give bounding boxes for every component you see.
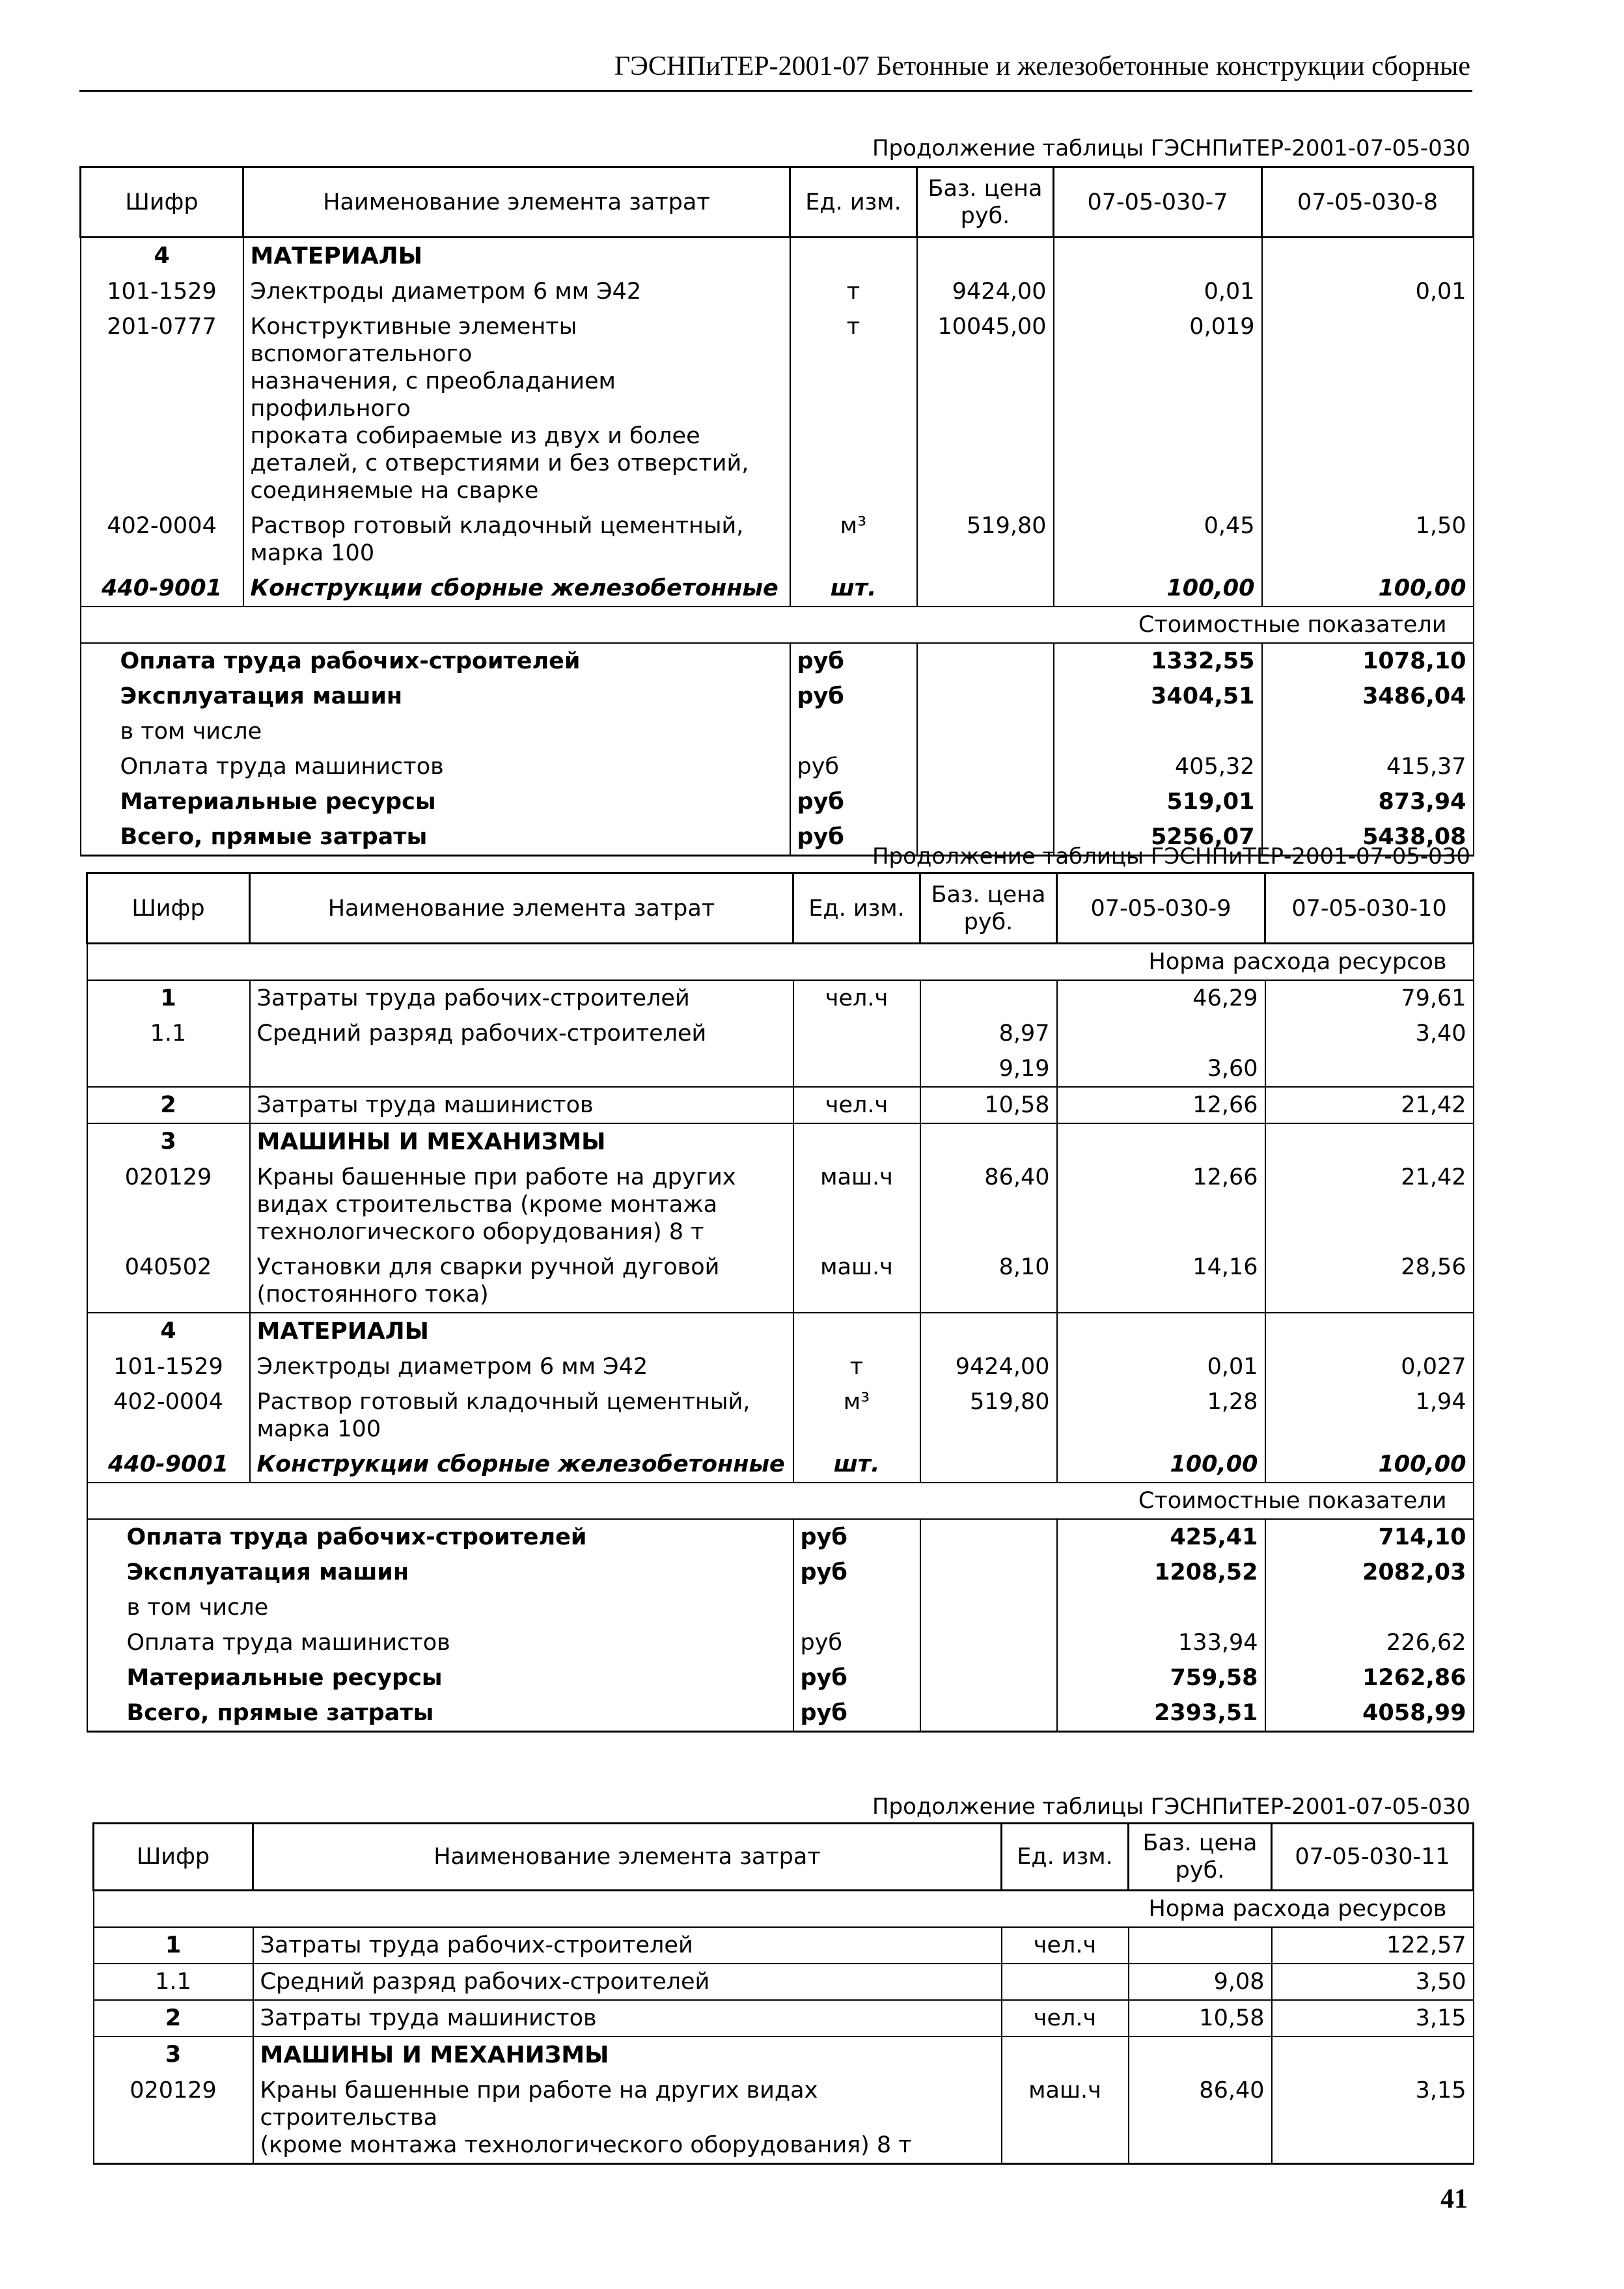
col-header-price: Баз. цена руб.	[920, 873, 1057, 944]
row-code: 1.1	[87, 1016, 250, 1051]
col-header-code: Шифр	[87, 873, 250, 944]
row-value-a: 0,019	[1054, 309, 1262, 508]
page-number: 41	[1440, 2184, 1468, 2214]
section-row	[81, 238, 1474, 275]
row-price: 86,40	[920, 1160, 1057, 1250]
summary-unit: руб	[793, 1555, 920, 1590]
row-code: 201-0777	[81, 309, 243, 508]
row-value-a: 0,01	[1057, 1349, 1265, 1384]
row-name: Затраты труда рабочих-строителей	[253, 1927, 1002, 1964]
summary-unit	[790, 714, 917, 749]
row-price: 9424,00	[920, 1349, 1057, 1384]
summary-row	[87, 1519, 1474, 1555]
summary-value-a: 133,94	[1057, 1625, 1265, 1660]
col-header-price: Баз. цена руб.	[917, 167, 1054, 238]
row-unit: м³	[790, 508, 917, 571]
summary-value-b: 873,94	[1262, 784, 1474, 819]
summary-row	[81, 714, 1474, 749]
table-header-row	[94, 1824, 1474, 1891]
summary-label: Оплата труда рабочих-строителей	[81, 643, 790, 679]
norms-table-3	[92, 1822, 1474, 2165]
row-unit: чел.ч	[793, 1087, 920, 1123]
row-value-a: 1,28	[1057, 1384, 1265, 1447]
row-price: 8,97	[920, 1016, 1057, 1051]
summary-value-a: 759,58	[1057, 1660, 1265, 1695]
row-unit	[1002, 1964, 1129, 2000]
row-unit: маш.ч	[793, 1250, 920, 1313]
norms-table-1	[79, 166, 1474, 857]
row-code: 402-0004	[87, 1384, 250, 1447]
row-value-a: 3,15	[1272, 2073, 1474, 2164]
summary-unit: руб	[793, 1625, 920, 1660]
section-title: МАШИНЫ И МЕХАНИЗМЫ	[253, 2036, 1002, 2073]
norms-label: Норма расхода ресурсов	[94, 1891, 1474, 1928]
row-value-b: 21,42	[1265, 1087, 1474, 1123]
summary-value-b: 1262,86	[1265, 1660, 1474, 1695]
summary-unit: руб	[790, 784, 917, 819]
table-caption: Продолжение таблицы ГЭСНПиТЕР-2001-07-05-030	[872, 135, 1470, 161]
row-price: 9,19	[920, 1051, 1057, 1087]
col-header-name: Наименование элемента затрат	[250, 873, 793, 944]
summary-value-b: 415,37	[1262, 749, 1474, 784]
summary-value-a: 3404,51	[1054, 679, 1262, 714]
table-row	[94, 2000, 1474, 2036]
costs-label-row	[87, 1483, 1474, 1519]
table-row	[87, 1016, 1474, 1051]
norms-label: Норма расхода ресурсов	[87, 944, 1474, 981]
row-code: 1	[87, 980, 250, 1016]
table-row	[94, 2073, 1474, 2164]
summary-row	[87, 1625, 1474, 1660]
summary-label: в том числе	[87, 1590, 793, 1625]
table-row	[81, 571, 1474, 607]
row-name: Конструкции сборные железобетонные	[243, 571, 790, 607]
row-unit: шт.	[790, 571, 917, 607]
row-value-b: 100,00	[1262, 571, 1474, 607]
row-unit: т	[790, 274, 917, 309]
row-name: Затраты труда рабочих-строителей	[250, 980, 793, 1016]
summary-value-a: 405,32	[1054, 749, 1262, 784]
summary-value-b: 2082,03	[1265, 1555, 1474, 1590]
row-value-b: 28,56	[1265, 1250, 1474, 1313]
row-price: 9,08	[1129, 1964, 1272, 2000]
row-price: 10,58	[920, 1087, 1057, 1123]
row-code: 020129	[94, 2073, 253, 2164]
row-value-b: 0,01	[1262, 274, 1474, 309]
table-row	[87, 1349, 1474, 1384]
col-header-code: Шифр	[81, 167, 243, 238]
section-row	[87, 1123, 1474, 1160]
row-price: 86,40	[1129, 2073, 1272, 2164]
table-row	[87, 1051, 1474, 1087]
summary-row	[87, 1590, 1474, 1625]
col-header-name: Наименование элемента затрат	[243, 167, 790, 238]
row-name: Краны башенные при работе на других видах строительства (кроме монтажа технологического оборудования) 8 т	[250, 1160, 793, 1250]
row-name: Раствор готовый кладочный цементный, марка 100	[243, 508, 790, 571]
row-value-a: 100,00	[1057, 1447, 1265, 1483]
table-row	[87, 1087, 1474, 1123]
row-name: Средний разряд рабочих-строителей	[253, 1964, 1002, 2000]
col-header-unit: Ед. изм.	[793, 873, 920, 944]
row-code: 101-1529	[87, 1349, 250, 1384]
row-price: 9424,00	[917, 274, 1054, 309]
section-code: 4	[81, 238, 243, 275]
summary-label: Всего, прямые затраты	[87, 1695, 793, 1732]
row-code: 101-1529	[81, 274, 243, 309]
col-header-unit: Ед. изм.	[1002, 1824, 1129, 1891]
section-code: 4	[87, 1313, 250, 1349]
row-unit: т	[790, 309, 917, 508]
summary-value-b	[1265, 1590, 1474, 1625]
summary-unit	[793, 1590, 920, 1625]
summary-row	[87, 1660, 1474, 1695]
table-header-row	[87, 873, 1474, 944]
norms-label-row	[94, 1891, 1474, 1928]
summary-value-a: 425,41	[1057, 1519, 1265, 1555]
norms-label-row	[87, 944, 1474, 981]
summary-value-b: 5438,08	[1262, 819, 1474, 856]
row-name: Конструкции сборные железобетонные	[250, 1447, 793, 1483]
summary-row	[87, 1555, 1474, 1590]
row-unit: т	[793, 1349, 920, 1384]
row-value-b: 100,00	[1265, 1447, 1474, 1483]
table-row	[87, 1384, 1474, 1447]
row-value-a: 12,66	[1057, 1160, 1265, 1250]
summary-unit: руб	[793, 1660, 920, 1695]
row-value-a: 12,66	[1057, 1087, 1265, 1123]
row-price: 519,80	[917, 508, 1054, 571]
row-value-b	[1262, 309, 1474, 508]
row-value-a: 3,15	[1272, 2000, 1474, 2036]
costs-label: Стоимостные показатели	[87, 1483, 1474, 1519]
row-value-a: 3,60	[1057, 1051, 1265, 1087]
col-header-code: Шифр	[94, 1824, 253, 1891]
summary-unit: руб	[793, 1519, 920, 1555]
table-row	[94, 1927, 1474, 1964]
row-value-b: 1,50	[1262, 508, 1474, 571]
row-code: 1.1	[94, 1964, 253, 2000]
row-code: 1	[94, 1927, 253, 1964]
summary-value-a: 1208,52	[1057, 1555, 1265, 1590]
table-caption: Продолжение таблицы ГЭСНПиТЕР-2001-07-05-030	[872, 843, 1470, 870]
summary-label: Оплата труда машинистов	[87, 1625, 793, 1660]
costs-label-row	[81, 607, 1474, 643]
summary-value-a: 2393,51	[1057, 1695, 1265, 1732]
row-code: 020129	[87, 1160, 250, 1250]
summary-value-a: 1332,55	[1054, 643, 1262, 679]
row-value-a: 122,57	[1272, 1927, 1474, 1964]
row-name: Конструктивные элементы вспомогательного назначения, с преобладанием профильного проката собираемые из двух и более деталей, с отверстиями и без отверстий, соединяемые на сварке	[243, 309, 790, 508]
row-value-b: 79,61	[1265, 980, 1474, 1016]
summary-value-b: 3486,04	[1262, 679, 1474, 714]
summary-value-b	[1262, 714, 1474, 749]
table-row	[87, 980, 1474, 1016]
row-name: Затраты труда машинистов	[250, 1087, 793, 1123]
summary-row	[81, 643, 1474, 679]
row-code: 2	[87, 1087, 250, 1123]
summary-label: Всего, прямые затраты	[81, 819, 790, 856]
row-name: Краны башенные при работе на других видах строительства (кроме монтажа технологического оборудования) 8 т	[253, 2073, 1002, 2164]
row-name: Электроды диаметром 6 мм Э42	[243, 274, 790, 309]
table-header-row	[81, 167, 1474, 238]
col-header-name: Наименование элемента затрат	[253, 1824, 1002, 1891]
summary-row	[81, 784, 1474, 819]
section-title: МАТЕРИАЛЫ	[250, 1313, 793, 1349]
row-price: 8,10	[920, 1250, 1057, 1313]
row-price: 10,58	[1129, 2000, 1272, 2036]
summary-label: Материальные ресурсы	[87, 1660, 793, 1695]
row-name: Затраты труда машинистов	[253, 2000, 1002, 2036]
summary-unit: руб	[790, 749, 917, 784]
row-unit: чел.ч	[793, 980, 920, 1016]
col-header-a: 07-05-030-7	[1054, 167, 1262, 238]
row-code: 2	[94, 2000, 253, 2036]
row-price: 10045,00	[917, 309, 1054, 508]
section-row	[87, 1313, 1474, 1349]
row-name: Установки для сварки ручной дуговой (постоянного тока)	[250, 1250, 793, 1313]
row-value-b: 1,94	[1265, 1384, 1474, 1447]
summary-value-a	[1057, 1590, 1265, 1625]
summary-unit: руб	[790, 643, 917, 679]
col-header-price: Баз. цена руб.	[1129, 1824, 1272, 1891]
row-code: 040502	[87, 1250, 250, 1313]
table-row	[94, 1964, 1474, 2000]
row-price	[1129, 1927, 1272, 1964]
summary-unit: руб	[790, 819, 917, 856]
summary-row	[81, 749, 1474, 784]
section-code: 3	[94, 2036, 253, 2073]
col-header-a: 07-05-030-9	[1057, 873, 1265, 944]
summary-row	[87, 1695, 1474, 1732]
row-value-b: 0,027	[1265, 1349, 1474, 1384]
table-row	[87, 1447, 1474, 1483]
summary-label: Эксплуатация машин	[81, 679, 790, 714]
summary-unit: руб	[793, 1695, 920, 1732]
section-row	[94, 2036, 1474, 2073]
row-code: 440-9001	[81, 571, 243, 607]
summary-label: Эксплуатация машин	[87, 1555, 793, 1590]
row-code: 440-9001	[87, 1447, 250, 1483]
table-row	[81, 274, 1474, 309]
norms-table-2	[86, 872, 1474, 1733]
table-row	[87, 1250, 1474, 1313]
row-unit: маш.ч	[793, 1160, 920, 1250]
table-row	[87, 1160, 1474, 1250]
table-row	[81, 508, 1474, 571]
row-value-b: 21,42	[1265, 1160, 1474, 1250]
section-code: 3	[87, 1123, 250, 1160]
col-header-b: 07-05-030-10	[1265, 873, 1474, 944]
summary-label: Материальные ресурсы	[81, 784, 790, 819]
summary-value-b: 1078,10	[1262, 643, 1474, 679]
summary-value-a	[1054, 714, 1262, 749]
summary-value-b: 4058,99	[1265, 1695, 1474, 1732]
row-unit: шт.	[793, 1447, 920, 1483]
row-value-a: 0,45	[1054, 508, 1262, 571]
row-value-a: 100,00	[1054, 571, 1262, 607]
row-value-a: 0,01	[1054, 274, 1262, 309]
row-price	[920, 980, 1057, 1016]
row-value-a: 14,16	[1057, 1250, 1265, 1313]
row-value-a: 46,29	[1057, 980, 1265, 1016]
summary-value-a: 519,01	[1054, 784, 1262, 819]
section-title: МАШИНЫ И МЕХАНИЗМЫ	[250, 1123, 793, 1160]
summary-value-a: 5256,07	[1054, 819, 1262, 856]
summary-row	[81, 679, 1474, 714]
row-unit: маш.ч	[1002, 2073, 1129, 2164]
summary-label: в том числе	[81, 714, 790, 749]
row-value-a: 3,50	[1272, 1964, 1474, 2000]
row-value-b: 3,40	[1265, 1016, 1474, 1051]
col-header-unit: Ед. изм.	[790, 167, 917, 238]
row-price: 519,80	[920, 1384, 1057, 1447]
summary-label: Оплата труда машинистов	[81, 749, 790, 784]
row-unit: чел.ч	[1002, 2000, 1129, 2036]
summary-value-b: 714,10	[1265, 1519, 1474, 1555]
row-code: 402-0004	[81, 508, 243, 571]
table-caption: Продолжение таблицы ГЭСНПиТЕР-2001-07-05-030	[872, 1794, 1470, 1820]
page-header-title: ГЭСНПиТЕР-2001-07 Бетонные и железобетонные конструкции сборные	[614, 51, 1470, 81]
row-unit: м³	[793, 1384, 920, 1447]
summary-unit: руб	[790, 679, 917, 714]
header-rule	[79, 90, 1472, 92]
table-row	[81, 309, 1474, 508]
row-name: Средний разряд рабочих-строителей	[250, 1016, 793, 1051]
costs-label: Стоимостные показатели	[81, 607, 1474, 643]
summary-value-b: 226,62	[1265, 1625, 1474, 1660]
row-name: Электроды диаметром 6 мм Э42	[250, 1349, 793, 1384]
col-header-b: 07-05-030-8	[1262, 167, 1474, 238]
col-header-a: 07-05-030-11	[1272, 1824, 1474, 1891]
summary-label: Оплата труда рабочих-строителей	[87, 1519, 793, 1555]
row-unit: чел.ч	[1002, 1927, 1129, 1964]
section-title: МАТЕРИАЛЫ	[243, 238, 790, 275]
row-name: Раствор готовый кладочный цементный, марка 100	[250, 1384, 793, 1447]
